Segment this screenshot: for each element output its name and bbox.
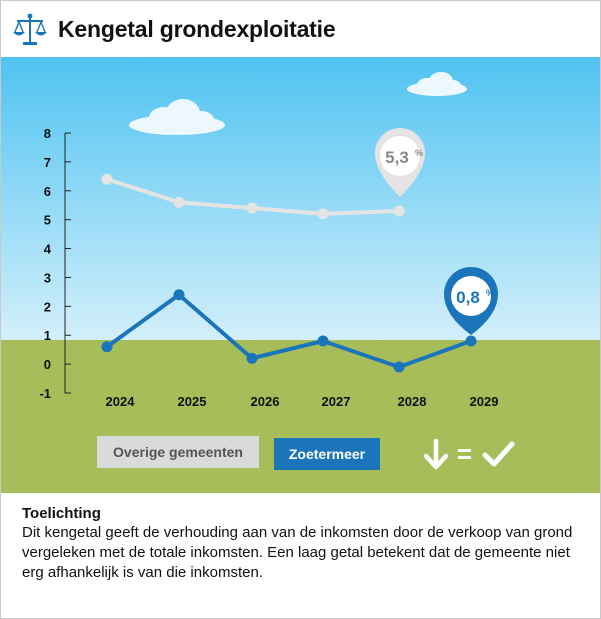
- footer-text: Dit kengetal geeft de verhouding aan van de inkomsten door de verkoop van grond vergeleken met de totale inkomsten. Een laag getal betekent dat de gemeente niet erg afhankelijk is van die inkomsten.: [22, 524, 573, 581]
- y-tick-label: 5: [43, 212, 51, 228]
- y-tick-label: 3: [43, 270, 51, 286]
- data-point: [174, 197, 185, 208]
- y-tick-label: 0: [43, 357, 51, 373]
- x-tick-label: 2028: [397, 394, 427, 409]
- y-tick-label: 6: [43, 183, 51, 199]
- callout-unit: %: [486, 288, 495, 298]
- legend-zoetermeer[interactable]: Zoetermeer: [274, 438, 380, 470]
- line-chart: [1, 57, 600, 493]
- footer-title: Toelichting: [22, 505, 101, 522]
- x-tick-label: 2024: [105, 394, 135, 409]
- scales-icon: [11, 11, 49, 49]
- page-title: Kengetal grondexploitatie: [58, 16, 336, 42]
- x-tick-label: 2025: [177, 394, 207, 409]
- y-tick-label: -1: [39, 386, 51, 401]
- y-tick-label: 7: [43, 154, 51, 170]
- status-icons: [421, 438, 521, 472]
- footer: [1, 493, 600, 618]
- sky-background: [1, 57, 600, 340]
- y-tick-label: 2: [43, 299, 51, 315]
- data-point: [394, 362, 405, 373]
- arrow-down-icon: [426, 441, 446, 467]
- equals-icon: [458, 449, 471, 459]
- data-point: [247, 203, 258, 214]
- header: [1, 1, 600, 57]
- data-point: [318, 336, 329, 347]
- data-point: [102, 341, 113, 352]
- y-tick-label: 4: [43, 241, 51, 257]
- x-tick-label: 2027: [321, 394, 351, 409]
- callout-unit: %: [415, 148, 424, 158]
- data-point: [247, 353, 258, 364]
- x-tick-label: 2026: [250, 394, 280, 409]
- data-point: [394, 206, 405, 217]
- callout-value: 0,8: [456, 288, 480, 307]
- data-point: [318, 208, 329, 219]
- callout-value: 5,3: [385, 148, 409, 167]
- data-point: [466, 336, 477, 347]
- y-tick-label: 1: [43, 328, 51, 344]
- y-tick-label: 8: [43, 126, 51, 141]
- data-point: [174, 289, 185, 300]
- chart-area: [1, 57, 600, 493]
- data-point: [102, 174, 113, 185]
- check-icon: [485, 444, 512, 464]
- legend-overige-gemeenten[interactable]: Overige gemeenten: [97, 436, 259, 468]
- x-tick-label: 2029: [469, 394, 499, 409]
